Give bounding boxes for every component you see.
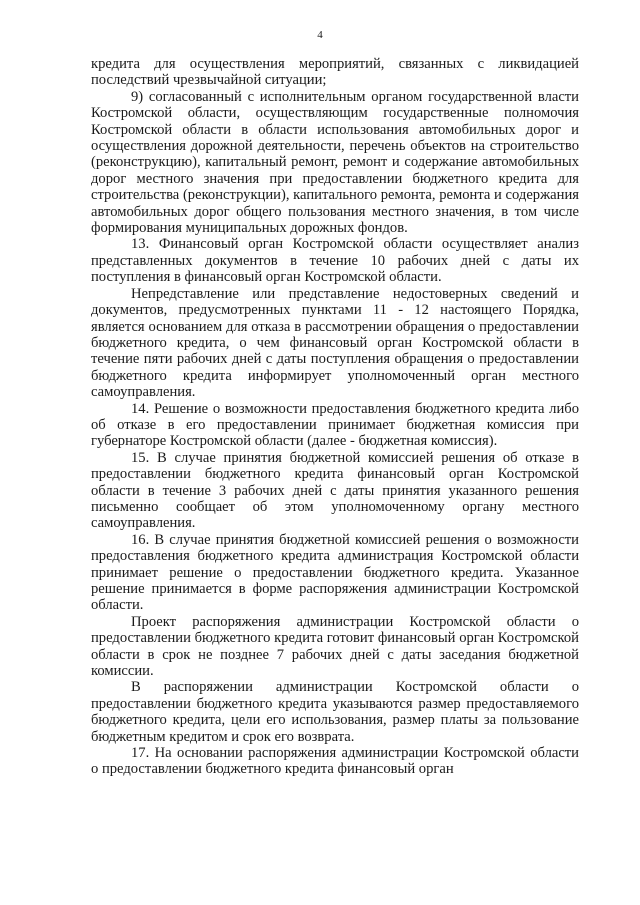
paragraph-clause-16: 16. В случае принятия бюджетной комиссией решения о возможности предоставления бюджетного кредита администрация Костромской области принимает решение о предоставлении бюджетного кредита. Указанное решение принимается в форме распоряжения администрации Костромской области. <box>91 531 579 614</box>
paragraph: кредита для осуществления мероприятий, связанных с ликвидацией последствий чрезвычайной ситуации; <box>91 56 579 89</box>
paragraph-clause-13: 13. Финансовый орган Костромской области осуществляет анализ представленных документов в течение 10 рабочих дней с даты их поступления в финансовый орган Костромской области. <box>91 236 579 286</box>
document-body <box>91 56 579 778</box>
paragraph-clause-17: 17. На основании распоряжения администрации Костромской области о предоставлении бюджетного кредита финансовый орган <box>91 745 579 778</box>
paragraph: Проект распоряжения администрации Костромской области о предоставлении бюджетного кредита готовит финансовый орган Костромской области в срок не позднее 7 рабочих дней с даты заседания бюджетной комиссии. <box>91 613 579 680</box>
paragraph: Непредставление или представление недостоверных сведений и документов, предусмотренных пунктами 11 - 12 настоящего Порядка, является основанием для отказа в рассмотрении обращения о предоставлении бюджетного кредита, о чем финансовый орган Костромской области в течение пяти рабочих дней с даты поступления обращения о предоставлении бюджетного кредита информирует уполномоченный орган местного самоуправления. <box>91 285 579 401</box>
paragraph: В распоряжении администрации Костромской области о предоставлении бюджетного кредита указываются размер предоставляемого бюджетного кредита, цели его использования, размер платы за пользование бюджетным кредитом и срок его возврата. <box>91 679 579 745</box>
paragraph-clause-14: 14. Решение о возможности предоставления бюджетного кредита либо об отказе в его предоставлении принимает бюджетная комиссия при губернаторе Костромской области (далее - бюджетная комиссия). <box>91 400 579 450</box>
page-number: 4 <box>317 29 323 41</box>
paragraph-clause-15: 15. В случае принятия бюджетной комиссией решения об отказе в предоставлении бюджетного кредита финансовый орган Костромской области в течение 3 рабочих дней с даты принятия указанного решения письменно сообщает об этом уполномоченному органу местного самоуправления. <box>91 449 579 532</box>
paragraph-item-9: 9) согласованный с исполнительным органом государственной власти Костромской области, осуществляющим государственные полномочия Костромской области в области использования автомобильных дорог и осуществления дорожной деятельности, перечень объектов на строительство (реконструкцию), капитальный ремонт, ремонт и содержание автомобильных дорог местного значения при предоставлении бюджетного кредита для строительства (реконструкции), капитального ремонта, ремонта и содержания автомобильных дорог общего пользования местного значения, в том числе формирования муниципальных дорожных фондов. <box>91 88 579 237</box>
